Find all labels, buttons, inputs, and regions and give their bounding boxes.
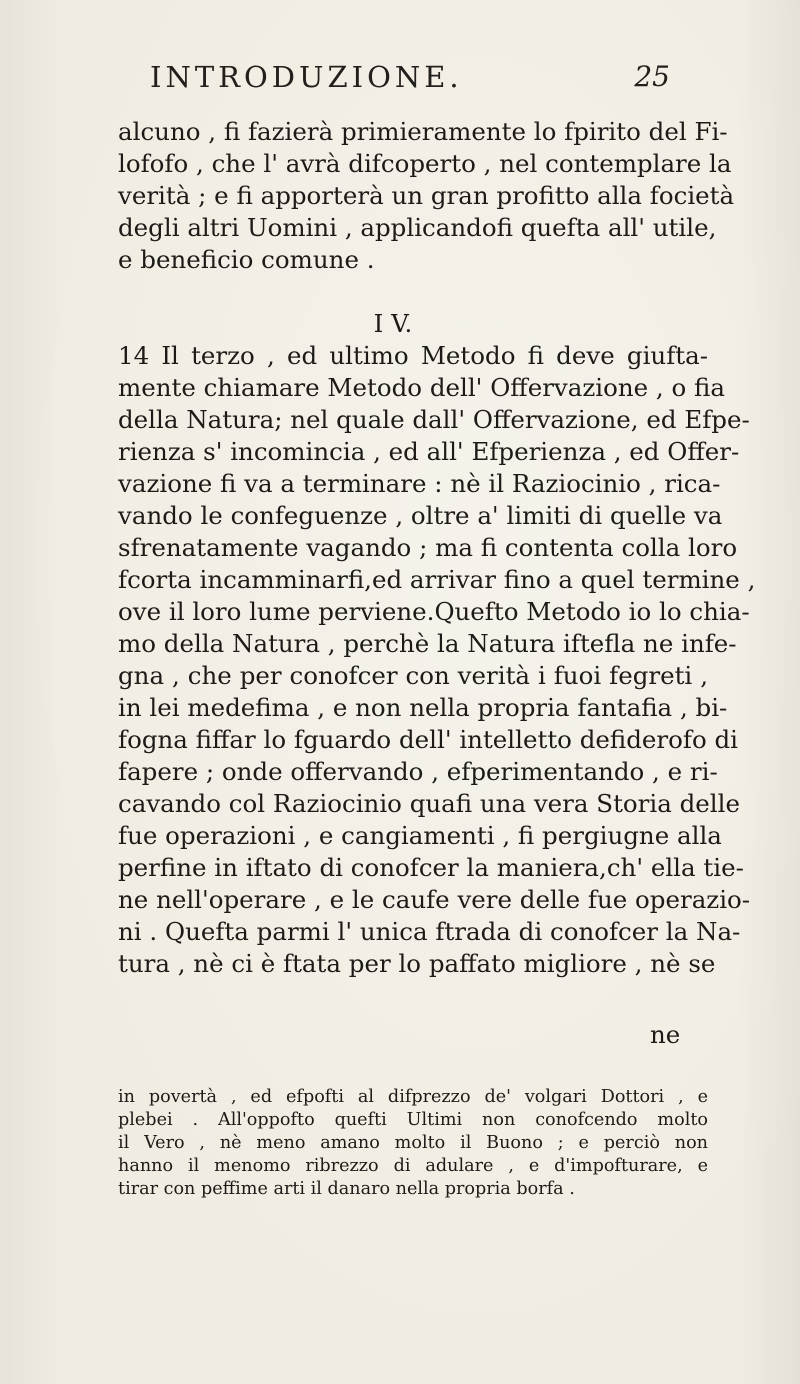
footnote-line: in povertà , ed efpofti al difprezzo de' volgari Dottori , e <box>118 1087 708 1107</box>
footnote-line: hanno il menomo ribrezzo di adulare , e d'impofturare, e <box>118 1156 708 1176</box>
text-line: vazione fi va a terminare : nè il Raziocinio , rica- <box>118 469 721 498</box>
footnote-line: tirar con peffime arti il danaro nella propria borfa . <box>118 1179 575 1199</box>
page-number: 25 <box>634 60 670 93</box>
text-line: alcuno , fi fazierà primieramente lo fpirito del Fi- <box>118 117 728 146</box>
text-line: cavando col Raziocinio quafi una vera Storia delle <box>118 789 740 818</box>
text-line: 14 Il terzo , ed ultimo Metodo fi deve giufta- <box>118 341 708 370</box>
text-line: ove il loro lume perviene.Quefto Metodo io lo chia- <box>118 597 750 626</box>
text-line: fcorta incamminarfi,ed arrivar fino a quel termine , <box>118 565 756 594</box>
footnote-line: plebei . All'oppofto quefti Ultimi non conofcendo molto <box>118 1110 708 1130</box>
text-line: mo della Natura , perchè la Natura iftefla ne infe- <box>118 629 737 658</box>
text-line: sfrenatamente vagando ; ma fi contenta colla loro <box>118 533 738 562</box>
text-line: ne nell'operare , e le caufe vere delle fue operazio- <box>118 885 751 914</box>
catchword: ne <box>650 1020 681 1049</box>
text-line: gna , che per conofcer con verità i fuoi fegreti , <box>118 661 708 690</box>
text-line: verità ; e fi apporterà un gran profitto alla focietà <box>118 181 735 210</box>
footnote-line: il Vero , nè meno amano molto il Buono ; e perciò non <box>118 1133 708 1153</box>
running-head-title: INTRODUZIONE. <box>150 60 463 94</box>
text-line: ni . Quefta parmi l' unica ftrada di conofcer la Na- <box>118 917 741 946</box>
text-line: in lei medefima , e non nella propria fantafia , bi- <box>118 693 728 722</box>
running-header <box>150 60 670 100</box>
text-line: degli altri Uomini , applicandofi quefta all' utile, <box>118 213 717 242</box>
text-line: tura , nè ci è ftata per lo paffato migliore , nè se <box>118 949 716 978</box>
section-numeral: I V. <box>373 309 413 338</box>
text-line: fue operazioni , e cangiamenti , fi pergiugne alla <box>118 821 722 850</box>
text-line: perfine in iftato di conofcer la maniera,ch' ella tie- <box>118 853 744 882</box>
text-line: lofofo , che l' avrà difcoperto , nel contemplare la <box>118 149 732 178</box>
footnote <box>118 1086 708 1201</box>
text-line: vando le confeguenze , oltre a' limiti di quelle va <box>118 501 723 530</box>
text-line: fapere ; onde offervando , efperimentando , e ri- <box>118 757 718 786</box>
text-line: della Natura; nel quale dall' Offervazione, ed Efpe- <box>118 405 750 434</box>
text-line: rienza s' incomincia , ed all' Efperienza , ed Offer- <box>118 437 740 466</box>
text-line: fogna fiffar lo fguardo dell' intelletto defiderofo di <box>118 725 739 754</box>
main-text <box>118 116 756 980</box>
text-line: mente chiamare Metodo dell' Offervazione , o fia <box>118 373 725 402</box>
text-line: e beneficio comune . <box>118 245 375 274</box>
